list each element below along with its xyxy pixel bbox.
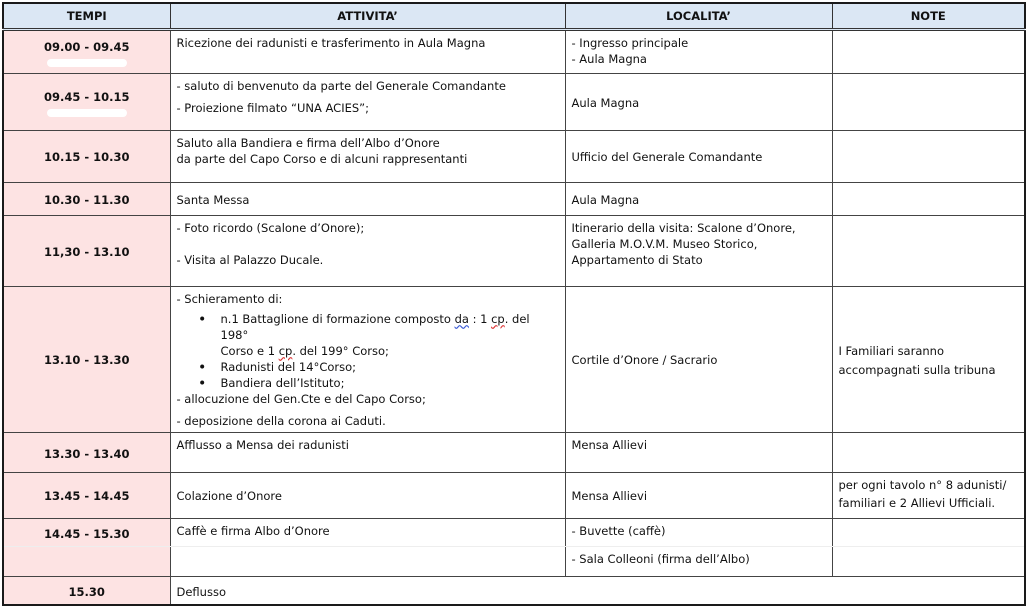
table-row [3,518,1025,546]
note-cell [832,182,1025,215]
time-cell: 10.15 - 10.30 [3,130,170,182]
table-row [3,433,1025,472]
table-row [3,216,1025,286]
table-row [3,130,1025,182]
note-cell [832,518,1025,546]
header-localita: LOCALITA’ [565,3,832,30]
redaction-bar [47,59,127,67]
time-cell: 09.00 - 09.45 [3,30,170,74]
time-cell: 15.30 [3,577,170,605]
bullet-list [177,311,559,391]
header-attivita: ATTIVITA’ [170,3,565,30]
activity-cell: - Schieramento di: • n.1 Battaglione di formazione composto da : 1 cp. del 198° Corso e 1 cp. del 199° Corso; • Radunisti del 14°Corso; • Bandiera dell’Istituto; - allocuzione del Gen.Cte e del Capo Corso; - deposizione della corona ai Caduti. [170,286,565,433]
note-cell: I Familiari saranno accompagnati sulla tribuna [832,286,1025,433]
time-cell: 11,30 - 13.10 [3,216,170,286]
activity-cell: Saluto alla Bandiera e firma dell’Albo d’Onore da parte del Capo Corso e di alcuni rappresentanti [170,130,565,182]
header-note: NOTE [832,3,1025,30]
location-cell: Aula Magna [565,74,832,130]
note-cell [832,433,1025,472]
list-item: • n.1 Battaglione di formazione composto da : 1 cp. del 198° Corso e 1 cp. del 199° Corso; [221,311,559,359]
list-item: • Bandiera dell’Istituto; [221,375,559,391]
note-cell [832,30,1025,74]
time-cell: 13.10 - 13.30 [3,286,170,433]
activity-cell: Caffè e firma Albo d’Onore [170,518,565,546]
location-cell: Aula Magna [565,182,832,215]
location-cell: Cortile d’Onore / Sacrario [565,286,832,433]
schedule-document [2,2,1024,606]
time-cell: 14.45 - 15.30 [3,518,170,546]
table-row [3,30,1025,74]
table-row [3,286,1025,433]
time-cell: 13.45 - 14.45 [3,472,170,518]
table-row [3,472,1025,518]
table-row [3,577,1025,605]
time-cell [3,547,170,577]
redaction-bar [47,109,127,117]
location-cell: - Sala Colleoni (firma dell’Albo) [565,547,832,577]
note-cell [832,547,1025,577]
activity-cell [170,547,565,577]
location-cell: Itinerario della visita: Scalone d’Onore, Galleria M.O.V.M. Museo Storico, Appartamento di Stato [565,216,832,286]
header-row [3,3,1025,30]
activity-cell: - saluto di benvenuto da parte del Generale Comandante - Proiezione filmato “UNA ACIES”; [170,74,565,130]
location-cell: Ufficio del Generale Comandante [565,130,832,182]
table-row [3,74,1025,130]
note-cell [832,130,1025,182]
note-cell: per ogni tavolo n° 8 adunisti/ familiari e 2 Allievi Ufficiali. [832,472,1025,518]
list-item: • Radunisti del 14°Corso; [221,359,559,375]
time-cell: 10.30 - 11.30 [3,182,170,215]
table-row [3,182,1025,215]
note-cell [832,216,1025,286]
time-cell: 13.30 - 13.40 [3,433,170,472]
location-cell: - Buvette (caffè) [565,518,832,546]
table-row [3,547,1025,577]
header-tempi: TEMPI [3,3,170,30]
activity-cell: Colazione d’Onore [170,472,565,518]
location-cell: Mensa Allievi [565,472,832,518]
note-cell [832,74,1025,130]
activity-cell: - Foto ricordo (Scalone d’Onore); - Visita al Palazzo Ducale. [170,216,565,286]
activity-cell: Deflusso [170,577,1025,605]
location-cell: - Ingresso principale - Aula Magna [565,30,832,74]
activity-cell: Ricezione dei radunisti e trasferimento in Aula Magna [170,30,565,74]
activity-cell: Santa Messa [170,182,565,215]
schedule-table [2,2,1026,606]
location-cell: Mensa Allievi [565,433,832,472]
activity-cell: Afflusso a Mensa dei radunisti [170,433,565,472]
time-cell: 09.45 - 10.15 [3,74,170,130]
